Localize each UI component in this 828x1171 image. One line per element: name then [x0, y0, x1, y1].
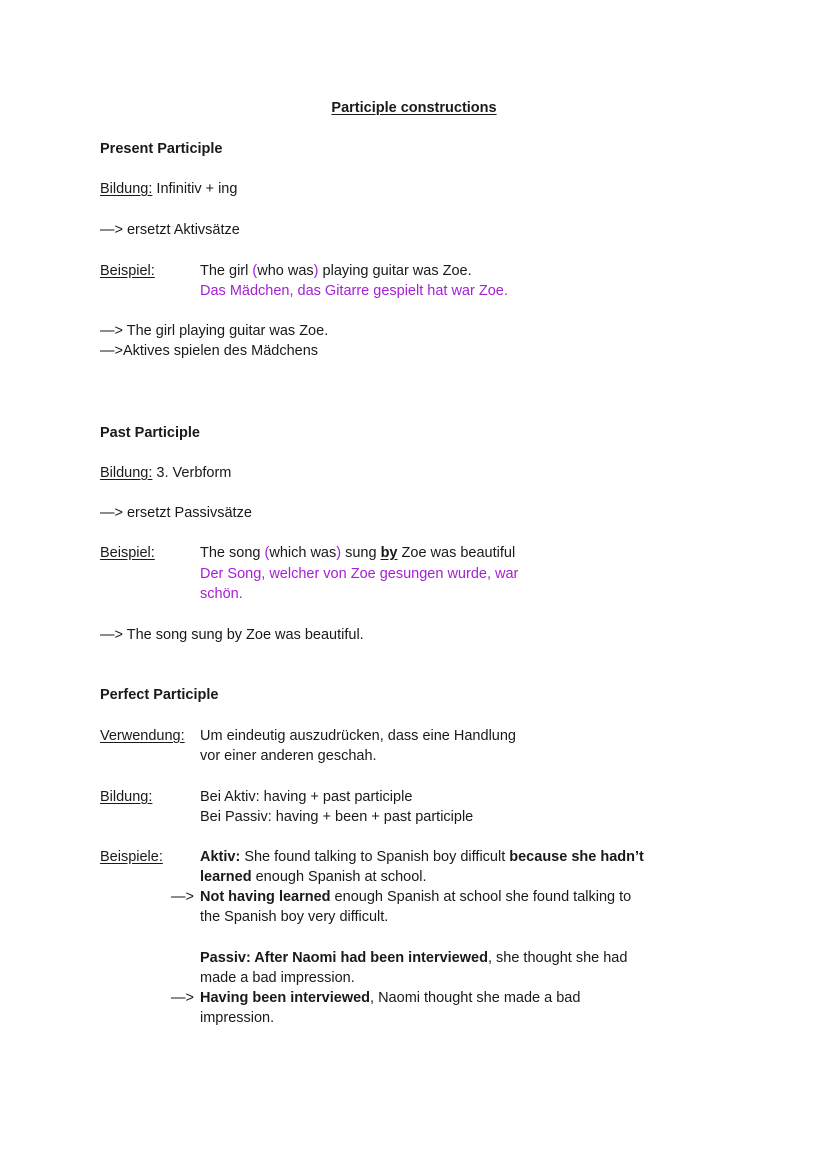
perfect-aktiv-result-1 [200, 887, 631, 907]
perfect-beispiele-label: Beispiele: [100, 849, 163, 865]
present-participle-heading: Present Participle [100, 141, 223, 157]
perfect-aktiv-line-1 [200, 847, 644, 867]
present-ex-paren-close: ) [313, 263, 319, 279]
perfect-passiv-res-bold: Having been interviewed [200, 990, 371, 1006]
perfect-aktiv-arrow: —> [171, 889, 194, 905]
past-bildung-label: Bildung: [100, 465, 153, 481]
perfect-aktiv-label: Aktiv: [200, 849, 241, 865]
perfect-passiv-bold: Passiv: After Naomi had been interviewed [200, 950, 488, 966]
perfect-passiv-result-2: impression. [200, 1010, 275, 1026]
present-ex-post: playing guitar was Zoe. [318, 263, 472, 279]
perfect-aktiv-result-2: the Spanish boy very difficult. [200, 909, 389, 925]
present-replaces: —> ersetzt Aktivsätze [100, 222, 240, 238]
present-ex-pre: The girl [200, 263, 253, 279]
past-ex-pre: The song [200, 545, 265, 561]
perfect-passiv-text: , she thought she had [487, 950, 628, 966]
perfect-passiv-line-2: made a bad impression. [200, 970, 355, 986]
perfect-verwendung-2: vor einer anderen geschah. [200, 748, 377, 764]
past-example-english [200, 543, 515, 563]
past-result: —> The song sung by Zoe was beautiful. [100, 627, 364, 643]
present-bildung-text: Infinitiv + ing [152, 181, 238, 197]
perfect-bildung-label: Bildung: [100, 789, 153, 805]
perfect-passiv-res-text: , Naomi thought she made a bad [370, 990, 581, 1006]
perfect-verwendung-1: Um eindeutig auszudrücken, dass eine Handlung [200, 728, 516, 744]
past-ex-mid: sung [341, 545, 381, 561]
past-ex-paren-inner: which was [269, 545, 337, 561]
past-ex-paren-close: ) [336, 545, 342, 561]
perfect-passiv-arrow: —> [171, 990, 194, 1006]
past-example-german-1: Der Song, welcher von Zoe gesungen wurde, war [200, 566, 519, 582]
perfect-aktiv-text: She found talking to Spanish boy difficult [240, 849, 510, 865]
perfect-verwendung-label: Verwendung: [100, 728, 185, 744]
present-result-1: —> The girl playing guitar was Zoe. [100, 323, 329, 339]
present-ex-paren-open: ( [252, 263, 258, 279]
past-beispiel-label: Beispiel: [100, 545, 155, 561]
past-ex-paren-open: ( [264, 545, 270, 561]
perfect-aktiv-line2-bold: learned [200, 869, 252, 885]
past-participle-heading: Past Participle [100, 425, 200, 441]
past-example-german-2: schön. [200, 586, 243, 602]
perfect-passiv-line-1 [200, 948, 627, 968]
present-bildung-line [100, 179, 237, 199]
past-ex-by: by [380, 545, 398, 561]
page-title: Participle constructions [331, 100, 497, 116]
past-bildung-line [100, 463, 231, 483]
present-example-english [200, 261, 472, 281]
present-beispiel-label: Beispiel: [100, 263, 155, 279]
perfect-aktiv-line2-text: enough Spanish at school. [251, 869, 427, 885]
perfect-participle-heading: Perfect Participle [100, 687, 219, 703]
perfect-bildung-2: Bei Passiv: having + been + past participle [200, 809, 474, 825]
present-example-german: Das Mädchen, das Gitarre gespielt hat war Zoe. [200, 283, 508, 299]
past-ex-post: Zoe was beautiful [397, 545, 516, 561]
perfect-aktiv-res-text: enough Spanish at school she found talking to [330, 889, 632, 905]
perfect-aktiv-res-bold: Not having learned [200, 889, 331, 905]
past-bildung-text: 3. Verbform [152, 465, 232, 481]
present-bildung-label: Bildung: [100, 181, 153, 197]
perfect-aktiv-line-2 [200, 867, 427, 887]
perfect-passiv-result-1 [200, 988, 580, 1008]
present-result-2: —>Aktives spielen des Mädchens [100, 343, 319, 359]
present-ex-paren-inner: who was [257, 263, 314, 279]
past-replaces: —> ersetzt Passivsätze [100, 505, 252, 521]
perfect-aktiv-bold: because she hadn’t [509, 849, 644, 865]
perfect-bildung-1: Bei Aktiv: having + past participle [200, 789, 413, 805]
